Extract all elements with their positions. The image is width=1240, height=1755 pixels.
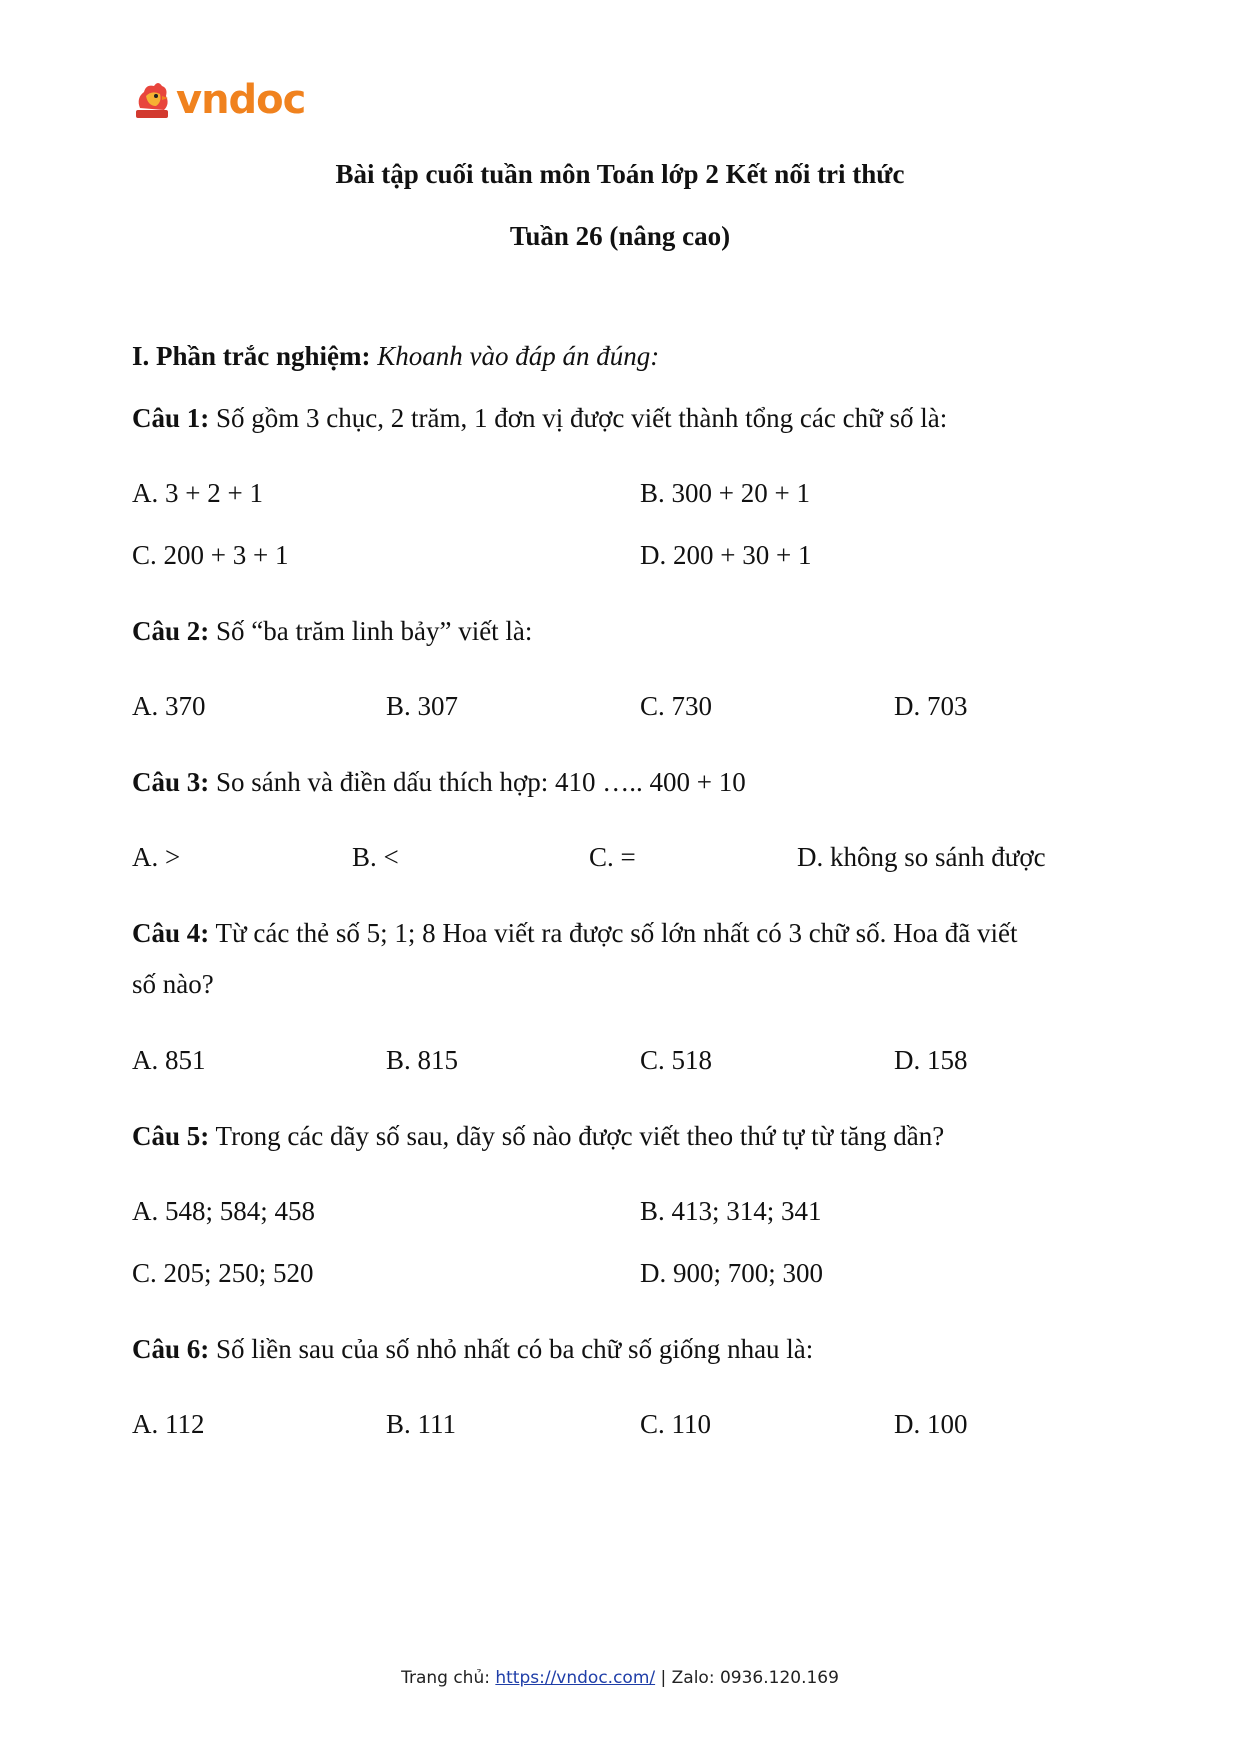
q5-option-a[interactable]: A. 548; 584; 458 [132,1196,316,1226]
page-footer [0,1668,1240,1688]
question-label: Câu 1: [132,403,210,433]
section-heading [132,339,659,373]
question-text: Từ các thẻ số 5; 1; 8 Hoa viết ra được số lớn nhất có 3 chữ số. Hoa đã viết [215,918,1018,948]
q6-option-d[interactable]: D. 100 [894,1409,968,1439]
footer-contact: | Zalo: 0936.120.169 [655,1668,839,1688]
q1-option-b[interactable]: B. 300 + 20 + 1 [640,478,810,508]
homepage-link[interactable]: https://vndoc.com/ [495,1668,656,1688]
logo-text: vndoc [176,77,306,123]
question-label: Câu 3: [132,767,210,797]
section-title: I. Phần trắc nghiệm: [132,341,371,371]
q5-option-b[interactable]: B. 413; 314; 341 [640,1196,822,1226]
q5-option-c[interactable]: C. 205; 250; 520 [132,1258,314,1288]
question-label: Câu 2: [132,616,210,646]
question-text: Số gồm 3 chục, 2 trăm, 1 đơn vị được viết thành tổng các chữ số là: [216,403,948,433]
question-4-continuation: số nào? [132,969,214,999]
question-4 [132,916,1018,950]
q3-option-b[interactable]: B. < [352,842,399,872]
q3-option-a[interactable]: A. > [132,842,181,872]
question-text: So sánh và điền dấu thích hợp: 410 ….. 400 + 10 [216,767,746,797]
q3-option-c[interactable]: C. = [589,842,636,872]
q4-option-b[interactable]: B. 815 [386,1045,459,1075]
question-1 [132,401,947,435]
q1-option-c[interactable]: C. 200 + 3 + 1 [132,540,289,570]
q2-option-c[interactable]: C. 730 [640,691,713,721]
q2-option-b[interactable]: B. 307 [386,691,459,721]
question-label: Câu 5: [132,1121,210,1151]
q4-option-d[interactable]: D. 158 [894,1045,968,1075]
q4-option-a[interactable]: A. 851 [132,1045,206,1075]
question-text: Trong các dãy số sau, dãy số nào được viết theo thứ tự từ tăng dần? [215,1121,945,1151]
question-6 [132,1332,813,1366]
question-5 [132,1119,944,1153]
question-2 [132,614,532,648]
q6-option-c[interactable]: C. 110 [640,1409,712,1439]
q1-option-d[interactable]: D. 200 + 30 + 1 [640,540,812,570]
rooster-mascot-icon [132,78,172,122]
q6-option-b[interactable]: B. 111 [386,1409,457,1439]
footer-prefix: Trang chủ: [401,1668,496,1688]
section-instruction: Khoanh vào đáp án đúng: [377,341,660,371]
q1-option-a[interactable]: A. 3 + 2 + 1 [132,478,263,508]
q3-option-d[interactable]: D. không so sánh được [797,842,1046,872]
question-3 [132,765,746,799]
vndoc-logo[interactable] [132,74,305,126]
q5-option-d[interactable]: D. 900; 700; 300 [640,1258,824,1288]
question-text: Số liền sau của số nhỏ nhất có ba chữ số giống nhau là: [216,1334,814,1364]
q2-option-a[interactable]: A. 370 [132,691,206,721]
q6-option-a[interactable]: A. 112 [132,1409,205,1439]
q2-option-d[interactable]: D. 703 [894,691,968,721]
question-label: Câu 6: [132,1334,210,1364]
question-text: Số “ba trăm linh bảy” viết là: [216,616,533,646]
document-subtitle: Tuần 26 (nâng cao) [509,221,731,251]
document-title: Bài tập cuối tuần môn Toán lớp 2 Kết nối tri thức [335,159,905,189]
q4-option-c[interactable]: C. 518 [640,1045,713,1075]
question-label: Câu 4: [132,918,210,948]
